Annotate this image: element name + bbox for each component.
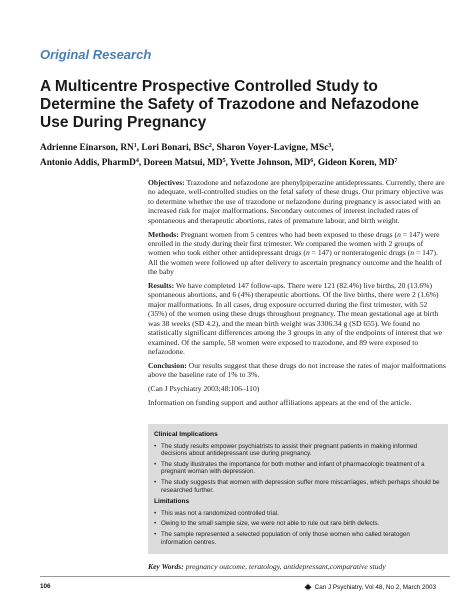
bullet-icon: •	[154, 530, 157, 538]
list-item-text: The study suggests that women with depression suffer more miscarriages, which perhaps should be researched further.	[161, 478, 440, 494]
results-label: Results:	[148, 281, 175, 291]
list-item	[154, 520, 442, 528]
list-item-text: The study results empower psychiatrists to assist their pregnant patients in making informed decisions about antidepressant use during pregnancy.	[161, 442, 418, 458]
objectives-paragraph	[148, 178, 446, 225]
methods-text-segment: = 147) were enrolled in the study during their first trimester. We compared the women with 2 groups of women who took either other antidepressant drugs (	[148, 229, 440, 258]
citation: (Can J Psychiatry 2003;48:106–110)	[148, 384, 260, 394]
author-name: Sharon Voyer-Lavigne, MSc	[216, 143, 329, 153]
list-item	[154, 443, 442, 458]
author-list	[40, 140, 450, 170]
methods-text-segment: = 147) or nonteratogenic drugs (	[309, 248, 411, 258]
methods-text-segment: Pregnant women from 5 centres who had been exposed to these drugs (	[180, 229, 398, 239]
section-label: Original Research	[40, 47, 152, 62]
keywords-label: Key Words:	[148, 562, 184, 571]
bullet-icon: •	[154, 520, 157, 528]
author	[318, 158, 398, 168]
list-item-text: This was not a randomized controlled trial.	[161, 509, 279, 517]
author-affiliation-number: 4	[135, 158, 139, 164]
author-affiliation-number: 5	[222, 158, 226, 164]
author-affiliation-number: 1	[133, 143, 137, 149]
author-name: Antonio Addis, PharmD	[40, 158, 136, 168]
abstract	[148, 178, 446, 412]
limitations-heading: Limitations	[154, 498, 190, 506]
author	[141, 143, 216, 153]
author	[40, 158, 144, 168]
list-item	[154, 479, 442, 494]
results-paragraph	[148, 281, 446, 356]
author-separator: ,	[313, 158, 318, 168]
conclusion-paragraph	[148, 361, 446, 380]
objectives-label: Objectives:	[148, 178, 185, 187]
methods-paragraph	[148, 230, 446, 277]
conclusion-text: Our results suggest that these drugs do not increase the rates of major malformations above the baseline rate of 1% to 3%.	[148, 360, 446, 380]
author-affiliation-number: 2	[208, 143, 212, 149]
list-item	[154, 531, 442, 546]
methods-label: Methods:	[148, 229, 179, 239]
limitations-list	[154, 510, 442, 546]
list-item-text: The study illustrates the importance for both mother and infant of pharmacologic treatment of a pregnant woman with depression.	[161, 460, 425, 476]
keywords-text: pregnancy outcome, teratology, antidepressant,comparative study	[183, 562, 386, 571]
bullet-icon: •	[154, 509, 157, 517]
methods-text-segment: = 147). All the women were followed up after delivery to ascertain pregnancy outcome and the health of the baby	[148, 248, 442, 277]
list-item-text: The sample represented a selected population of only those women who called teratogen information centres.	[161, 530, 410, 546]
maple-leaf-icon	[304, 583, 312, 591]
author-affiliation-number: 6	[310, 158, 314, 164]
author-name: Yvette Johnson, MD	[229, 158, 311, 168]
bullet-icon: •	[154, 442, 157, 450]
clinical-implications-list	[154, 443, 442, 495]
clinical-implications-box	[148, 424, 448, 554]
footer-journal	[304, 583, 436, 591]
article-title: A Multicentre Prospective Controlled Study to Determine the Safety of Trazodone and Nefazodone Use During Pregnancy	[40, 78, 419, 131]
footer-divider	[40, 576, 450, 577]
results-text: We have completed 147 follow-ups. There were 121 (82.4%) live births, 20 (13.6%) spontaneous abortions, and 6 (4%) therapeutic abortions. Of the live births, there were 2 (1.6%) major malformations. In all cases, drug exposure occurred during the first trimester, with 52 (35%) of the women using these drugs throughout pregnancy. The mean gestational age at birth was 38 weeks (SD 4.2), and the mean birth weight was 3306.34 g (SD 655). We found no statistically significant differences among the 3 groups in any of the endpoints of interest that we examined. Of the sample, 58 women were exposed to trazodone, and 89 were exposed to nefazodone.	[148, 281, 443, 356]
funding-note: Information on funding support and author affiliations appears at the end of the article.	[148, 398, 412, 408]
methods-text-segment: n	[397, 229, 401, 239]
methods-text-segment: n	[305, 248, 310, 258]
author	[230, 158, 318, 168]
bullet-icon: •	[154, 460, 157, 468]
author-separator: ,	[331, 143, 334, 153]
clinical-implications-heading: Clinical Implications	[154, 431, 218, 438]
author-affiliation-number: 7	[394, 158, 398, 164]
list-item	[154, 510, 442, 518]
author-name: Doreen Matsui, MD	[143, 158, 223, 168]
author-separator: ,	[136, 143, 142, 153]
author-name: Gideon Koren, MD	[317, 158, 395, 168]
author	[40, 143, 141, 153]
journal-citation: Can J Psychiatry, Vol 48, No 2, March 2003	[314, 583, 436, 591]
author-separator: ,	[138, 158, 144, 168]
author	[217, 143, 334, 153]
list-item	[154, 461, 442, 476]
bullet-icon: •	[154, 478, 157, 486]
author	[144, 158, 230, 168]
author-separator: ,	[225, 158, 230, 168]
objectives-text: Trazodone and nefazodone are phenylpiperazine antidepressants. Currently, there are no adequate, well-controlled studies on the fetal safety of these drugs. Our primary objective was to determine whether the use of trazodone or nefazodone during pregnancy is associated with an increased risk for major malformations. Secondary outcomes of interest included rates of spontaneous and therapeutic abortions, rates of premature labour, and birth weight.	[148, 178, 445, 225]
keywords	[148, 562, 448, 571]
author-name: Adrienne Einarson, RN	[40, 143, 134, 153]
conclusion-label: Conclusion:	[148, 360, 187, 370]
list-item-text: Owing to the small sample size, we were not able to rule out rare birth defects.	[161, 520, 380, 528]
author-name: Lori Bonari, BSc	[141, 143, 209, 153]
methods-text-segment: n	[410, 248, 414, 258]
page-number: 106	[40, 583, 51, 590]
author-separator: ,	[211, 143, 217, 153]
author-affiliation-number: 3	[328, 143, 332, 149]
